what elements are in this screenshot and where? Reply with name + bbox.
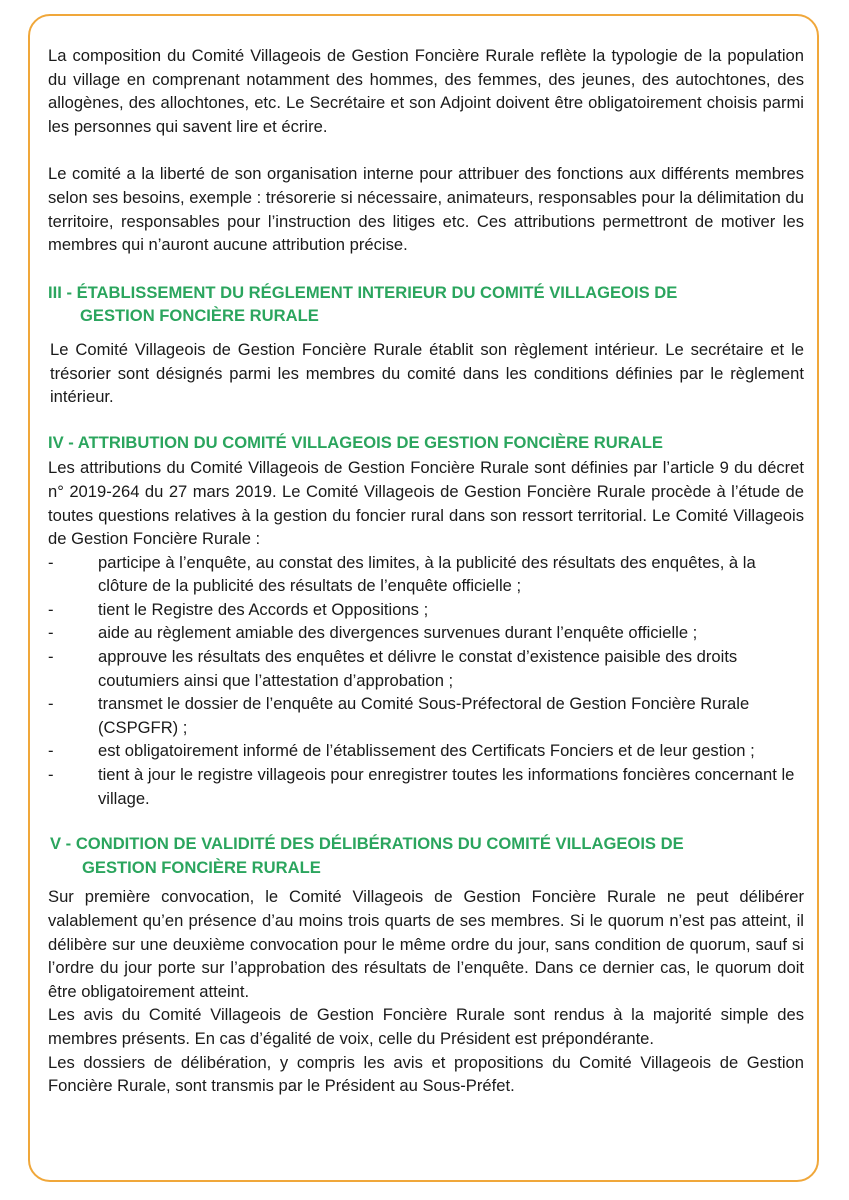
list-dash: - [48,694,54,714]
list-dash: - [48,552,54,572]
section-3-heading-line-1: III - ÉTABLISSEMENT DU RÉGLEMENT INTERIEUR DU COMITÉ VILLAGEOIS DE [48,282,678,302]
list-item [48,598,804,622]
list-item-text: approuve les résultats des enquêtes et délivre le constat d’existence paisible des droits coutumiers ainsi que l’attestation d’approbation ; [98,647,738,690]
section-4-body: Les attributions du Comité Villageois de Gestion Foncière Rurale sont définies par l’article 9 du décret n° 2019-264 du 27 mars 2019. Le Comité Villageois de Gestion Foncière Rurale procède à l’étude de toutes questions relatives à la gestion du foncier rural dans son ressort territorial. Le Comité Villageois de Gestion Foncière Rurale : [48,458,804,549]
intro-paragraph-1: La composition du Comité Villageois de Gestion Foncière Rurale reflète la typologie de la population du village en comprenant notamment des hommes, des femmes, des jeunes, des autochtones, des allogènes, des allochtones, etc. Le Secrétaire et son Adjoint doivent être obligatoirement choisis parmi les personnes qui savent lire et écrire. [48,46,804,136]
list-item-text: tient le Registre des Accords et Oppositions ; [98,599,429,619]
section-5-heading-line-1: V - CONDITION DE VALIDITÉ DES DÉLIBÉRATIONS DU COMITÉ VILLAGEOIS DE [50,834,684,854]
list-item-text: transmet le dossier de l’enquête au Comité Sous-Préfectoral de Gestion Foncière Rurale (CSPGFR) ; [98,694,750,737]
list-dash: - [48,741,54,761]
intro-paragraph-2: Le comité a la liberté de son organisation interne pour attribuer des fonctions aux différents membres selon ses besoins, exemple : trésorerie si nécessaire, animateurs, responsables pour la délimitation du territoire, responsables pour l’instruction des litiges etc. Ces attributions permettront de motiver les membres qui n’auront aucune attribution précise. [48,164,804,255]
list-item [48,551,804,598]
list-item [48,645,804,692]
attributions-list [48,551,804,811]
list-item-text: participe à l’enquête, au constat des limites, à la publicité des résultats des enquêtes, à la clôture de la publicité des résultats de l’enquête officielle ; [98,552,756,596]
section-3-body: Le Comité Villageois de Gestion Foncière Rurale établit son règlement intérieur. Le secrétaire et le trésorier sont désignés parmi les membres du comité dans les conditions définies par le règlement intérieur. [50,339,804,407]
section-5-heading-line-2: GESTION FONCIÈRE RURALE [82,857,321,877]
section-5-paragraph-2: Les avis du Comité Villageois de Gestion Foncière Rurale sont rendus à la majorité simple des membres présents. En cas d’égalité de voix, celle du Président est prépondérante. [48,1005,804,1048]
list-item [48,763,804,810]
list-dash: - [48,765,54,785]
section-3-heading-line-2: GESTION FONCIÈRE RURALE [80,306,319,326]
section-4-heading: IV - ATTRIBUTION DU COMITÉ VILLAGEOIS DE GESTION FONCIÈRE RURALE [48,432,663,452]
list-item [48,621,804,645]
section-3-heading [48,281,804,328]
list-item-text: tient à jour le registre villageois pour enregistrer toutes les informations foncières concernant le village. [98,765,795,808]
section-5-paragraph-1: Sur première convocation, le Comité Villageois de Gestion Foncière Rurale ne peut délibérer valablement qu’en présence d’au moins trois quarts de ses membres. Si le quorum n’est pas atteint, il délibère sur une deuxième convocation pour le même ordre du jour, sans condition de quorum, sauf si l’ordre du jour porte sur l’approbation des résultats de l’enquête. Dans ce dernier cas, le quorum doit être obligatoirement atteint. [48,887,804,1001]
list-item [48,692,804,739]
list-dash: - [48,623,54,643]
list-item-text: est obligatoirement informé de l’établissement des Certificats Fonciers et de leur gestion ; [98,741,755,761]
list-item-text: aide au règlement amiable des divergences survenues durant l’enquête officielle ; [98,623,698,643]
section-5-paragraph-3: Les dossiers de délibération, y compris les avis et propositions du Comité Villageois de Gestion Foncière Rurale, sont transmis par le Président au Sous-Préfet. [48,1052,804,1096]
document-body [48,44,804,1098]
list-dash: - [48,599,54,619]
section-5-heading [48,832,804,879]
list-item [48,739,804,763]
list-dash: - [48,647,54,667]
